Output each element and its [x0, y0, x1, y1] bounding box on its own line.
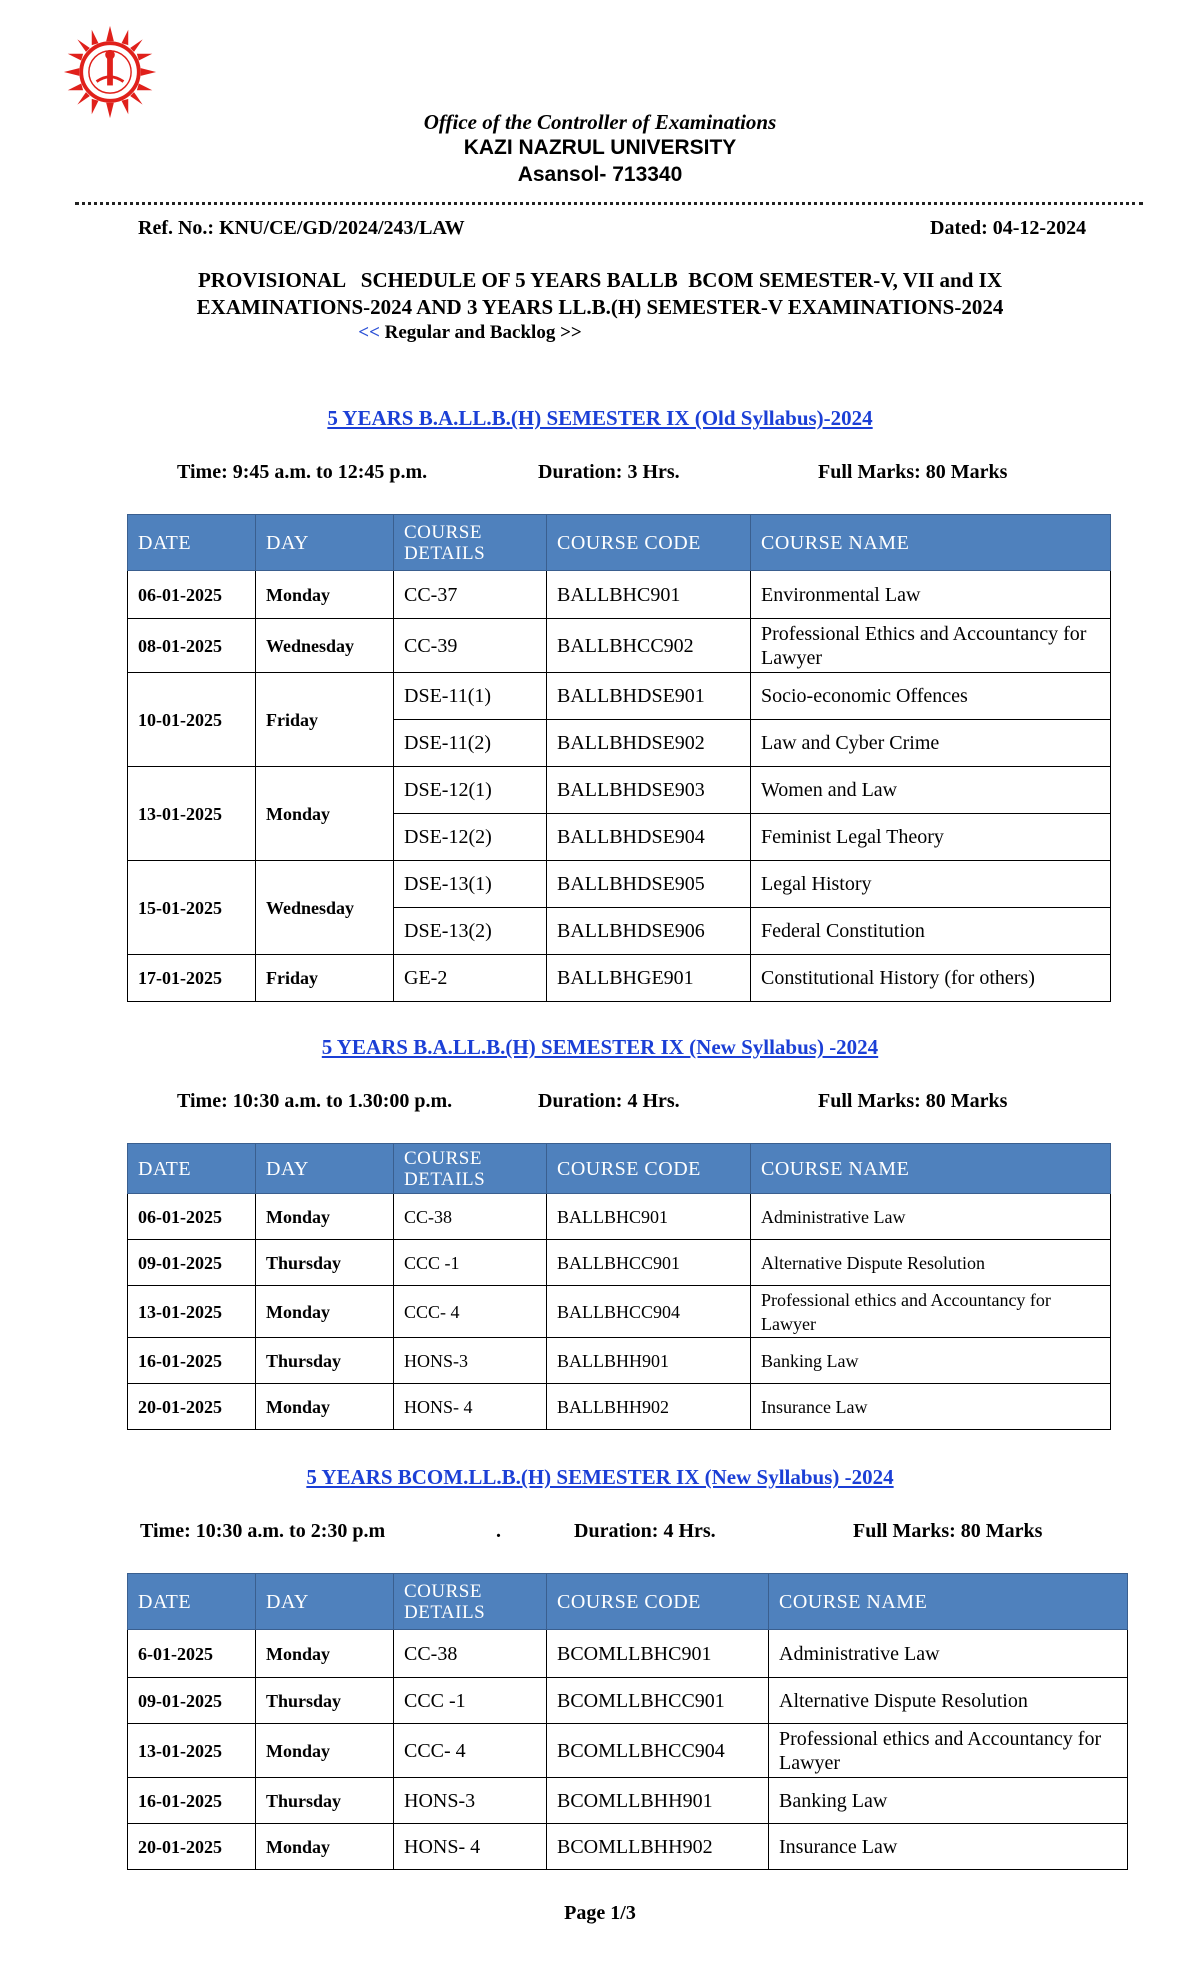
- exam-date: 20-01-2025: [128, 1384, 256, 1430]
- exam-day: Monday: [256, 1286, 394, 1338]
- course-name: Administrative Law: [751, 1194, 1111, 1240]
- exam-day: Monday: [256, 1724, 394, 1778]
- course-details: CCC -1: [394, 1678, 547, 1724]
- course-name: Law and Cyber Crime: [751, 720, 1111, 767]
- course-code: BALLBHC901: [547, 1194, 751, 1240]
- exam-day: Wednesday: [256, 861, 394, 955]
- course-details: DSE-13(2): [394, 908, 547, 955]
- table-row: [128, 1194, 1111, 1240]
- course-name: Women and Law: [751, 767, 1111, 814]
- document-date: Dated: 04-12-2024: [930, 217, 1087, 239]
- course-details: DSE-11(2): [394, 720, 547, 767]
- course-details: DSE-12(1): [394, 767, 547, 814]
- column-header: COURSE NAME: [769, 1574, 1128, 1630]
- exam-date: 09-01-2025: [128, 1240, 256, 1286]
- table-row: [128, 1824, 1128, 1870]
- table-header-row: [128, 1574, 1128, 1630]
- course-code: BALLBHCC902: [547, 619, 751, 673]
- course-code: BALLBHH902: [547, 1384, 751, 1430]
- exam-full-marks: Full Marks: 80 Marks: [818, 1090, 1008, 1112]
- exam-time: Time: 10:30 a.m. to 2:30 p.m: [140, 1520, 386, 1542]
- exam-full-marks: Full Marks: 80 Marks: [818, 461, 1008, 483]
- table-row: [128, 1240, 1111, 1286]
- section-heading-old-syllabus[interactable]: 5 YEARS B.A.LL.B.(H) SEMESTER IX (Old Syllabus)-2024: [327, 406, 873, 430]
- dotted-divider: [75, 202, 1143, 205]
- course-details: HONS-3: [394, 1338, 547, 1384]
- reference-number: Ref. No.: KNU/CE/GD/2024/243/LAW: [138, 217, 465, 239]
- exam-date: 13-01-2025: [128, 1724, 256, 1778]
- column-header: DAY: [256, 1574, 394, 1630]
- table-row: [128, 955, 1111, 1002]
- course-details: CCC- 4: [394, 1286, 547, 1338]
- exam-full-marks: Full Marks: 80 Marks: [853, 1520, 1043, 1542]
- exam-date: 10-01-2025: [128, 673, 256, 767]
- exam-date: 08-01-2025: [128, 619, 256, 673]
- course-code: BALLBHCC904: [547, 1286, 751, 1338]
- course-name: Insurance Law: [751, 1384, 1111, 1430]
- course-name: Environmental Law: [751, 571, 1111, 619]
- exam-day: Thursday: [256, 1338, 394, 1384]
- course-details: DSE-12(2): [394, 814, 547, 861]
- course-code: BALLBHCC901: [547, 1240, 751, 1286]
- column-header: DAY: [256, 515, 394, 571]
- course-details: CC-37: [394, 571, 547, 619]
- course-name: Professional ethics and Accountancy for Lawyer: [751, 1286, 1111, 1338]
- table-row: [128, 1286, 1111, 1338]
- course-code: BALLBHDSE901: [547, 673, 751, 720]
- exam-date: 06-01-2025: [128, 571, 256, 619]
- course-code: BCOMLLBHC901: [547, 1630, 769, 1678]
- exam-date: 20-01-2025: [128, 1824, 256, 1870]
- exam-date: 13-01-2025: [128, 1286, 256, 1338]
- exam-day: Wednesday: [256, 619, 394, 673]
- course-code: BCOMLLBHH902: [547, 1824, 769, 1870]
- column-header: COURSE DETAILS: [394, 1574, 547, 1630]
- column-header: COURSE CODE: [547, 1144, 751, 1194]
- course-name: Alternative Dispute Resolution: [769, 1678, 1128, 1724]
- course-name: Banking Law: [751, 1338, 1111, 1384]
- table-row: [128, 1778, 1128, 1824]
- table-row: [128, 571, 1111, 619]
- exam-date: 16-01-2025: [128, 1778, 256, 1824]
- table-row: [128, 1384, 1111, 1430]
- course-details: GE-2: [394, 955, 547, 1002]
- exam-date: 16-01-2025: [128, 1338, 256, 1384]
- exam-day: Thursday: [256, 1778, 394, 1824]
- course-code: BALLBHGE901: [547, 955, 751, 1002]
- course-details: CCC -1: [394, 1240, 547, 1286]
- column-header: COURSE DETAILS: [394, 515, 547, 571]
- table-row: [128, 619, 1111, 673]
- course-code: BCOMLLBHH901: [547, 1778, 769, 1824]
- course-code: BALLBHC901: [547, 571, 751, 619]
- exam-day: Thursday: [256, 1678, 394, 1724]
- exam-date: 06-01-2025: [128, 1194, 256, 1240]
- course-code: BALLBHDSE904: [547, 814, 751, 861]
- column-header: DATE: [128, 1574, 256, 1630]
- column-header: COURSE CODE: [547, 515, 751, 571]
- course-name: Banking Law: [769, 1778, 1128, 1824]
- exam-date: 6-01-2025: [128, 1630, 256, 1678]
- column-header: DATE: [128, 515, 256, 571]
- course-details: CC-38: [394, 1630, 547, 1678]
- exam-day: Thursday: [256, 1240, 394, 1286]
- course-code: BALLBHH901: [547, 1338, 751, 1384]
- course-details: CC-39: [394, 619, 547, 673]
- exam-schedule-table: [127, 1573, 1128, 1870]
- course-name: Legal History: [751, 861, 1111, 908]
- section-heading-bcom[interactable]: 5 YEARS BCOM.LL.B.(H) SEMESTER IX (New Syllabus) -2024: [306, 1465, 894, 1489]
- page-number: Page 1/3: [564, 1902, 636, 1924]
- column-header: COURSE DETAILS: [394, 1144, 547, 1194]
- table-row: [128, 673, 1111, 720]
- exam-date: 17-01-2025: [128, 955, 256, 1002]
- course-code: BCOMLLBHCC901: [547, 1678, 769, 1724]
- course-name: Professional ethics and Accountancy for Lawyer: [769, 1724, 1128, 1778]
- exam-day: Friday: [256, 955, 394, 1002]
- exam-duration: Duration: 4 Hrs.: [574, 1520, 716, 1542]
- exam-date: 09-01-2025: [128, 1678, 256, 1724]
- exam-duration: Duration: 4 Hrs.: [538, 1090, 680, 1112]
- course-name: Constitutional History (for others): [751, 955, 1111, 1002]
- column-header: DAY: [256, 1144, 394, 1194]
- university-logo-icon: [62, 24, 158, 120]
- exam-day: Monday: [256, 1630, 394, 1678]
- course-details: DSE-11(1): [394, 673, 547, 720]
- section-heading-new-syllabus[interactable]: 5 YEARS B.A.LL.B.(H) SEMESTER IX (New Syllabus) -2024: [321, 1035, 879, 1059]
- exam-date: 15-01-2025: [128, 861, 256, 955]
- exam-day: Friday: [256, 673, 394, 767]
- course-details: CCC- 4: [394, 1724, 547, 1778]
- exam-day: Monday: [256, 571, 394, 619]
- course-name: Feminist Legal Theory: [751, 814, 1111, 861]
- table-row: [128, 1724, 1128, 1778]
- column-header: COURSE NAME: [751, 1144, 1111, 1194]
- exam-day: Monday: [256, 1384, 394, 1430]
- exam-time-dot: .: [496, 1520, 501, 1542]
- column-header: DATE: [128, 1144, 256, 1194]
- course-name: Professional Ethics and Accountancy for Lawyer: [751, 619, 1111, 673]
- course-code: BALLBHDSE902: [547, 720, 751, 767]
- course-code: BALLBHDSE906: [547, 908, 751, 955]
- exam-schedule-table: [127, 1143, 1111, 1430]
- course-name: Federal Constitution: [751, 908, 1111, 955]
- course-details: HONS-3: [394, 1778, 547, 1824]
- table-row: [128, 1338, 1111, 1384]
- course-code: BALLBHDSE903: [547, 767, 751, 814]
- course-details: CC-38: [394, 1194, 547, 1240]
- office-title: Office of the Controller of Examinations: [423, 110, 777, 134]
- table-header-row: [128, 515, 1111, 571]
- table-row: [128, 1630, 1128, 1678]
- table-row: [128, 861, 1111, 908]
- table-header-row: [128, 1144, 1111, 1194]
- exam-day: Monday: [256, 1824, 394, 1870]
- table-row: [128, 767, 1111, 814]
- course-name: Insurance Law: [769, 1824, 1128, 1870]
- column-header: COURSE NAME: [751, 515, 1111, 571]
- exam-time: Time: 10:30 a.m. to 1.30:00 p.m.: [177, 1090, 453, 1112]
- course-name: Socio-economic Offences: [751, 673, 1111, 720]
- exam-date: 13-01-2025: [128, 767, 256, 861]
- course-details: HONS- 4: [394, 1824, 547, 1870]
- course-details: DSE-13(1): [394, 861, 547, 908]
- table-row: [128, 1678, 1128, 1724]
- exam-schedule-table: [127, 514, 1111, 1002]
- exam-time: Time: 9:45 a.m. to 12:45 p.m.: [177, 461, 428, 483]
- course-name: Alternative Dispute Resolution: [751, 1240, 1111, 1286]
- university-name: KAZI NAZRUL UNIVERSITY: [463, 136, 737, 159]
- exam-day: Monday: [256, 767, 394, 861]
- course-details: HONS- 4: [394, 1384, 547, 1430]
- course-code: BALLBHDSE905: [547, 861, 751, 908]
- course-name: Administrative Law: [769, 1630, 1128, 1678]
- schedule-title-line2: EXAMINATIONS-2024 AND 3 YEARS LL.B.(H) SEMESTER-V EXAMINATIONS-2024: [196, 295, 1004, 319]
- regular-backlog-note: << Regular and Backlog >>: [358, 322, 582, 343]
- exam-duration: Duration: 3 Hrs.: [538, 461, 680, 483]
- schedule-title-line1: PROVISIONAL SCHEDULE OF 5 YEARS BALLB BCOM SEMESTER-V, VII and IX: [197, 268, 1003, 292]
- column-header: COURSE CODE: [547, 1574, 769, 1630]
- university-address: Asansol- 713340: [517, 163, 683, 186]
- course-code: BCOMLLBHCC904: [547, 1724, 769, 1778]
- exam-day: Monday: [256, 1194, 394, 1240]
